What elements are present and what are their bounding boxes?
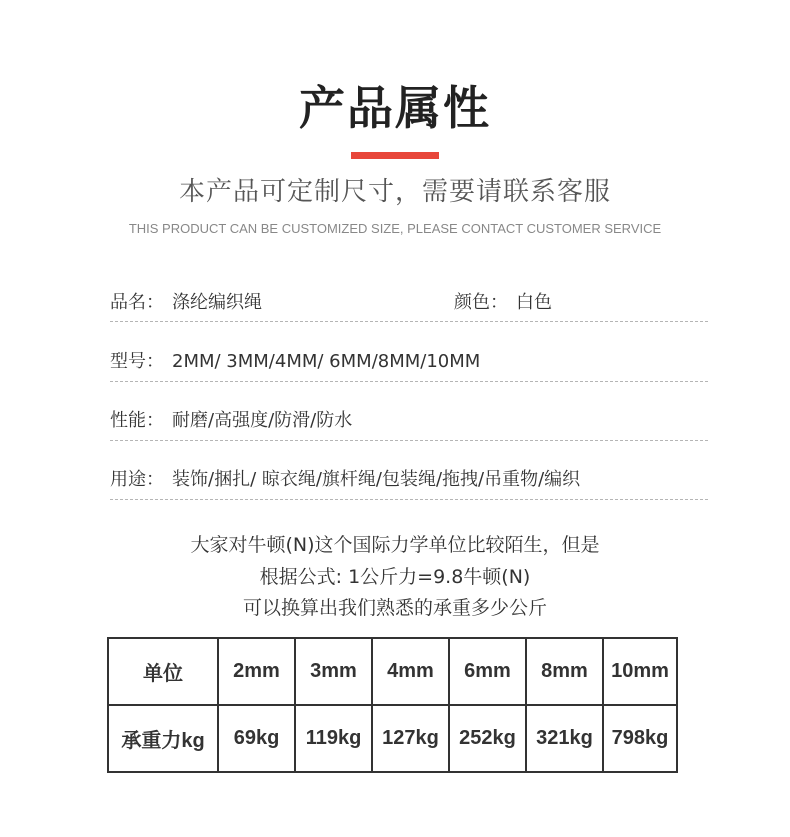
size-cell: 2mm [218,638,295,705]
divider [110,440,708,441]
load-cell: 69kg [218,705,295,772]
header-unit-cell: 单位 [108,638,218,705]
name-label: 品名： [110,292,164,313]
subtitle-chinese: 本产品可定制尺寸，需要请联系客服 [178,177,611,207]
usage-value: 装饰/捆扎/ 晾衣绳/旗杆绳/包装绳/拖拽/吊重物/编织 [172,469,581,490]
load-cell: 321kg [526,705,603,772]
color-value: 白色 [516,292,552,313]
property-row-performance [110,406,708,436]
usage-label: 用途： [110,469,164,490]
size-cell: 10mm [603,638,677,705]
load-cell: 798kg [603,705,677,772]
performance-value: 耐磨/高强度/防滑/防水 [172,410,353,431]
size-cell: 4mm [372,638,449,705]
note-line-1: 大家对牛顿(N)这个国际力学单位比较陌生，但是 [190,534,600,556]
page-title: 产品属性 [299,81,491,135]
size-cell: 3mm [295,638,372,705]
title-underline-accent [351,152,439,159]
model-label: 型号： [110,351,164,372]
table-load-row [108,705,677,772]
color-cell [454,288,552,318]
note-line-3: 可以换算出我们熟悉的承重多少公斤 [242,597,547,619]
model-value: 2MM/ 3MM/4MM/ 6MM/8MM/10MM [172,351,481,372]
table-header-row [108,638,677,705]
name-value: 涤纶编织绳 [172,292,262,313]
load-capacity-table [107,637,678,773]
performance-label: 性能： [110,410,164,431]
property-row-usage [110,465,708,495]
divider [110,321,708,322]
property-row-model [110,347,708,377]
load-cell: 119kg [295,705,372,772]
note-line-2: 根据公式: 1公斤力=9.8牛顿(N) [259,566,531,588]
size-cell: 8mm [526,638,603,705]
color-label: 颜色： [454,292,508,313]
load-label-cell: 承重力kg [108,705,218,772]
divider [110,499,708,500]
size-cell: 6mm [449,638,526,705]
load-cell: 252kg [449,705,526,772]
divider [110,381,708,382]
load-cell: 127kg [372,705,449,772]
subtitle-english: THIS PRODUCT CAN BE CUSTOMIZED SIZE, PLEASE CONTACT CUSTOMER SERVICE [128,221,662,236]
property-row-name-color [110,288,708,318]
